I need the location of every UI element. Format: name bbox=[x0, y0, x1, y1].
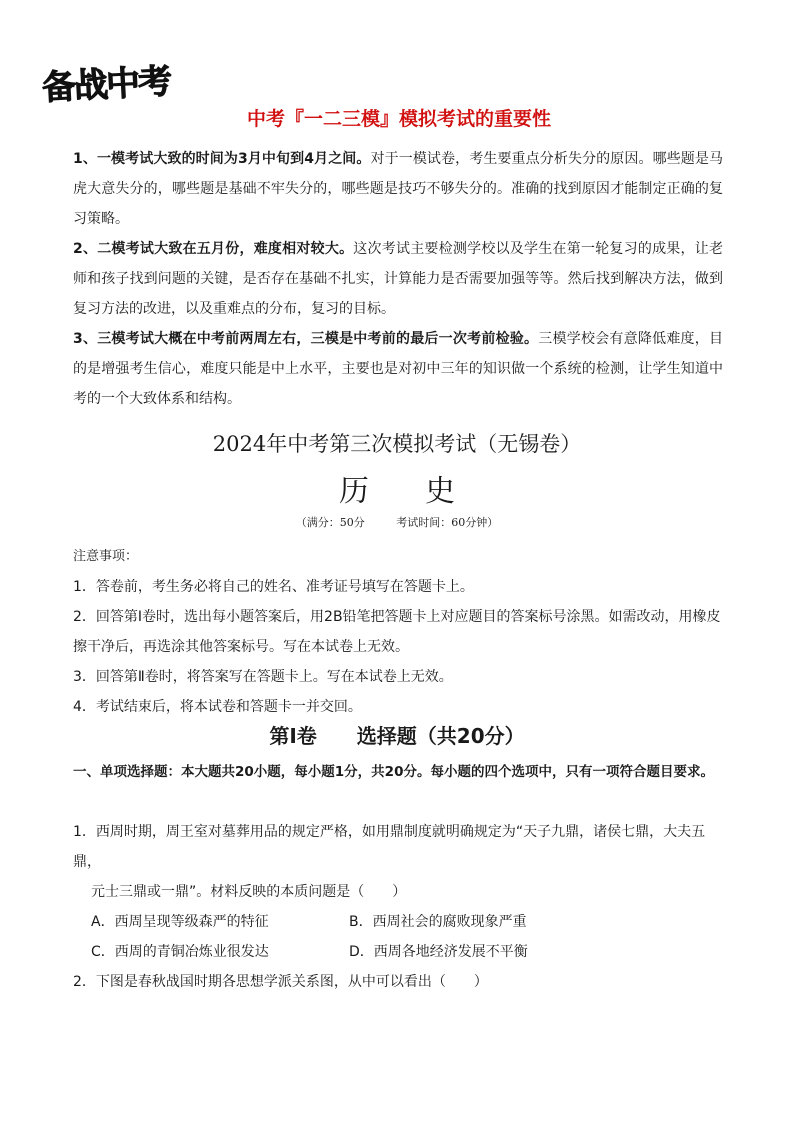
intro-paragraph-2-text: 这次考试主要检测学校以及学生在第一轮复习的成果，让老师和孩子找到问题的关键，是否存在基础不扎实，计算能力是否需要加强等等。然后找到解决方法，做到复习方法的改进，以及重难点的分布，复习的目标。 bbox=[73, 241, 723, 317]
option-c: C．西周的青铜冶炼业很发达 bbox=[91, 944, 269, 960]
question-2-stem: 2．下图是春秋战国时期各思想学派关系图，从中可以看出（ ） bbox=[73, 974, 488, 990]
headline: 中考『一二三模』模拟考试的重要性 bbox=[246, 108, 551, 130]
option-d: D．西周各地经济发展不平衡 bbox=[349, 944, 528, 960]
intro-paragraph-2-bold: 2、二模考试大致在五月份，难度相对较大。 bbox=[73, 241, 354, 257]
intro-paragraph-1-bold: 1、一模考试大致的时间为3月中旬到4月之间。 bbox=[73, 151, 371, 167]
notes-heading: 注意事项： bbox=[73, 549, 139, 564]
note-item: 4．考试结束后，将本试卷和答题卡一并交回。 bbox=[73, 699, 362, 715]
instruction: 一、单项选择题：本大题共20小题，每小题1分，共20分。每小题的四个选项中，只有一项符合题目要求。 bbox=[73, 764, 714, 780]
question-1-options bbox=[73, 907, 733, 967]
note-item: 3．回答第Ⅱ卷时，将答案写在答题卡上。写在本试卷上无效。 bbox=[73, 669, 453, 685]
intro-paragraph-3 bbox=[73, 324, 723, 414]
subject-title: 历史 bbox=[339, 474, 511, 509]
section-part: 第I卷 bbox=[269, 724, 317, 748]
note-item: 1．答卷前，考生务必将自己的姓名、准考证号填写在答题卡上。 bbox=[73, 579, 474, 595]
exam-title: 2024年中考第三次模拟考试（无锡卷） bbox=[212, 432, 582, 456]
option-b: B．西周社会的腐败现象严重 bbox=[349, 914, 527, 930]
intro-section bbox=[73, 144, 723, 414]
intro-paragraph-1 bbox=[73, 144, 723, 234]
notes-section bbox=[73, 542, 723, 722]
intro-paragraph-1-text: 对于一模试卷，考生要重点分析失分的原因。哪些题是马虎大意失分的，哪些题是基础不牢失分的，哪些题是技巧不够失分的。准确的找到原因才能制定正确的复习策略。 bbox=[73, 151, 724, 227]
full-score: （满分：50分 bbox=[295, 516, 365, 529]
intro-paragraph-3-bold: 3、三模考试大概在中考前两周左右，三模是中考前的最后一次考前检验。 bbox=[73, 331, 539, 347]
option-a: A．西周呈现等级森严的特征 bbox=[91, 914, 269, 930]
intro-paragraph-2 bbox=[73, 234, 723, 324]
score-info bbox=[0, 514, 794, 530]
question-1 bbox=[73, 817, 733, 967]
exam-time: 考试时间：60分钟） bbox=[396, 516, 499, 529]
question-2 bbox=[73, 967, 733, 997]
section-name: 选择题（共20分） bbox=[356, 724, 525, 748]
note-item: 2．回答第Ⅰ卷时，选出每小题答案后，用2B铅笔把答题卡上对应题目的答案标号涂黑。如需改动，用橡皮擦干净后，再选涂其他答案标号。写在本试卷上无效。 bbox=[73, 609, 721, 655]
questions bbox=[73, 817, 733, 997]
question-1-stem-continued: 元士三鼎或一鼎”。材料反映的本质问题是（ ） bbox=[91, 884, 407, 900]
logo-text: 备战中考 bbox=[41, 61, 172, 109]
intro-paragraph-3-text: 三模学校会有意降低难度，目的是增强考生信心，难度只能是中上水平，主要也是对初中三年的知识做一个系统的检测，让学生知道中考的一个大致体系和结构。 bbox=[73, 331, 723, 407]
section-title bbox=[0, 720, 794, 749]
question-1-stem: 1．西周时期，周王室对墓葬用品的规定严格，如用鼎制度就明确规定为“天子九鼎，诸侯七鼎，大夫五鼎， bbox=[73, 824, 706, 870]
